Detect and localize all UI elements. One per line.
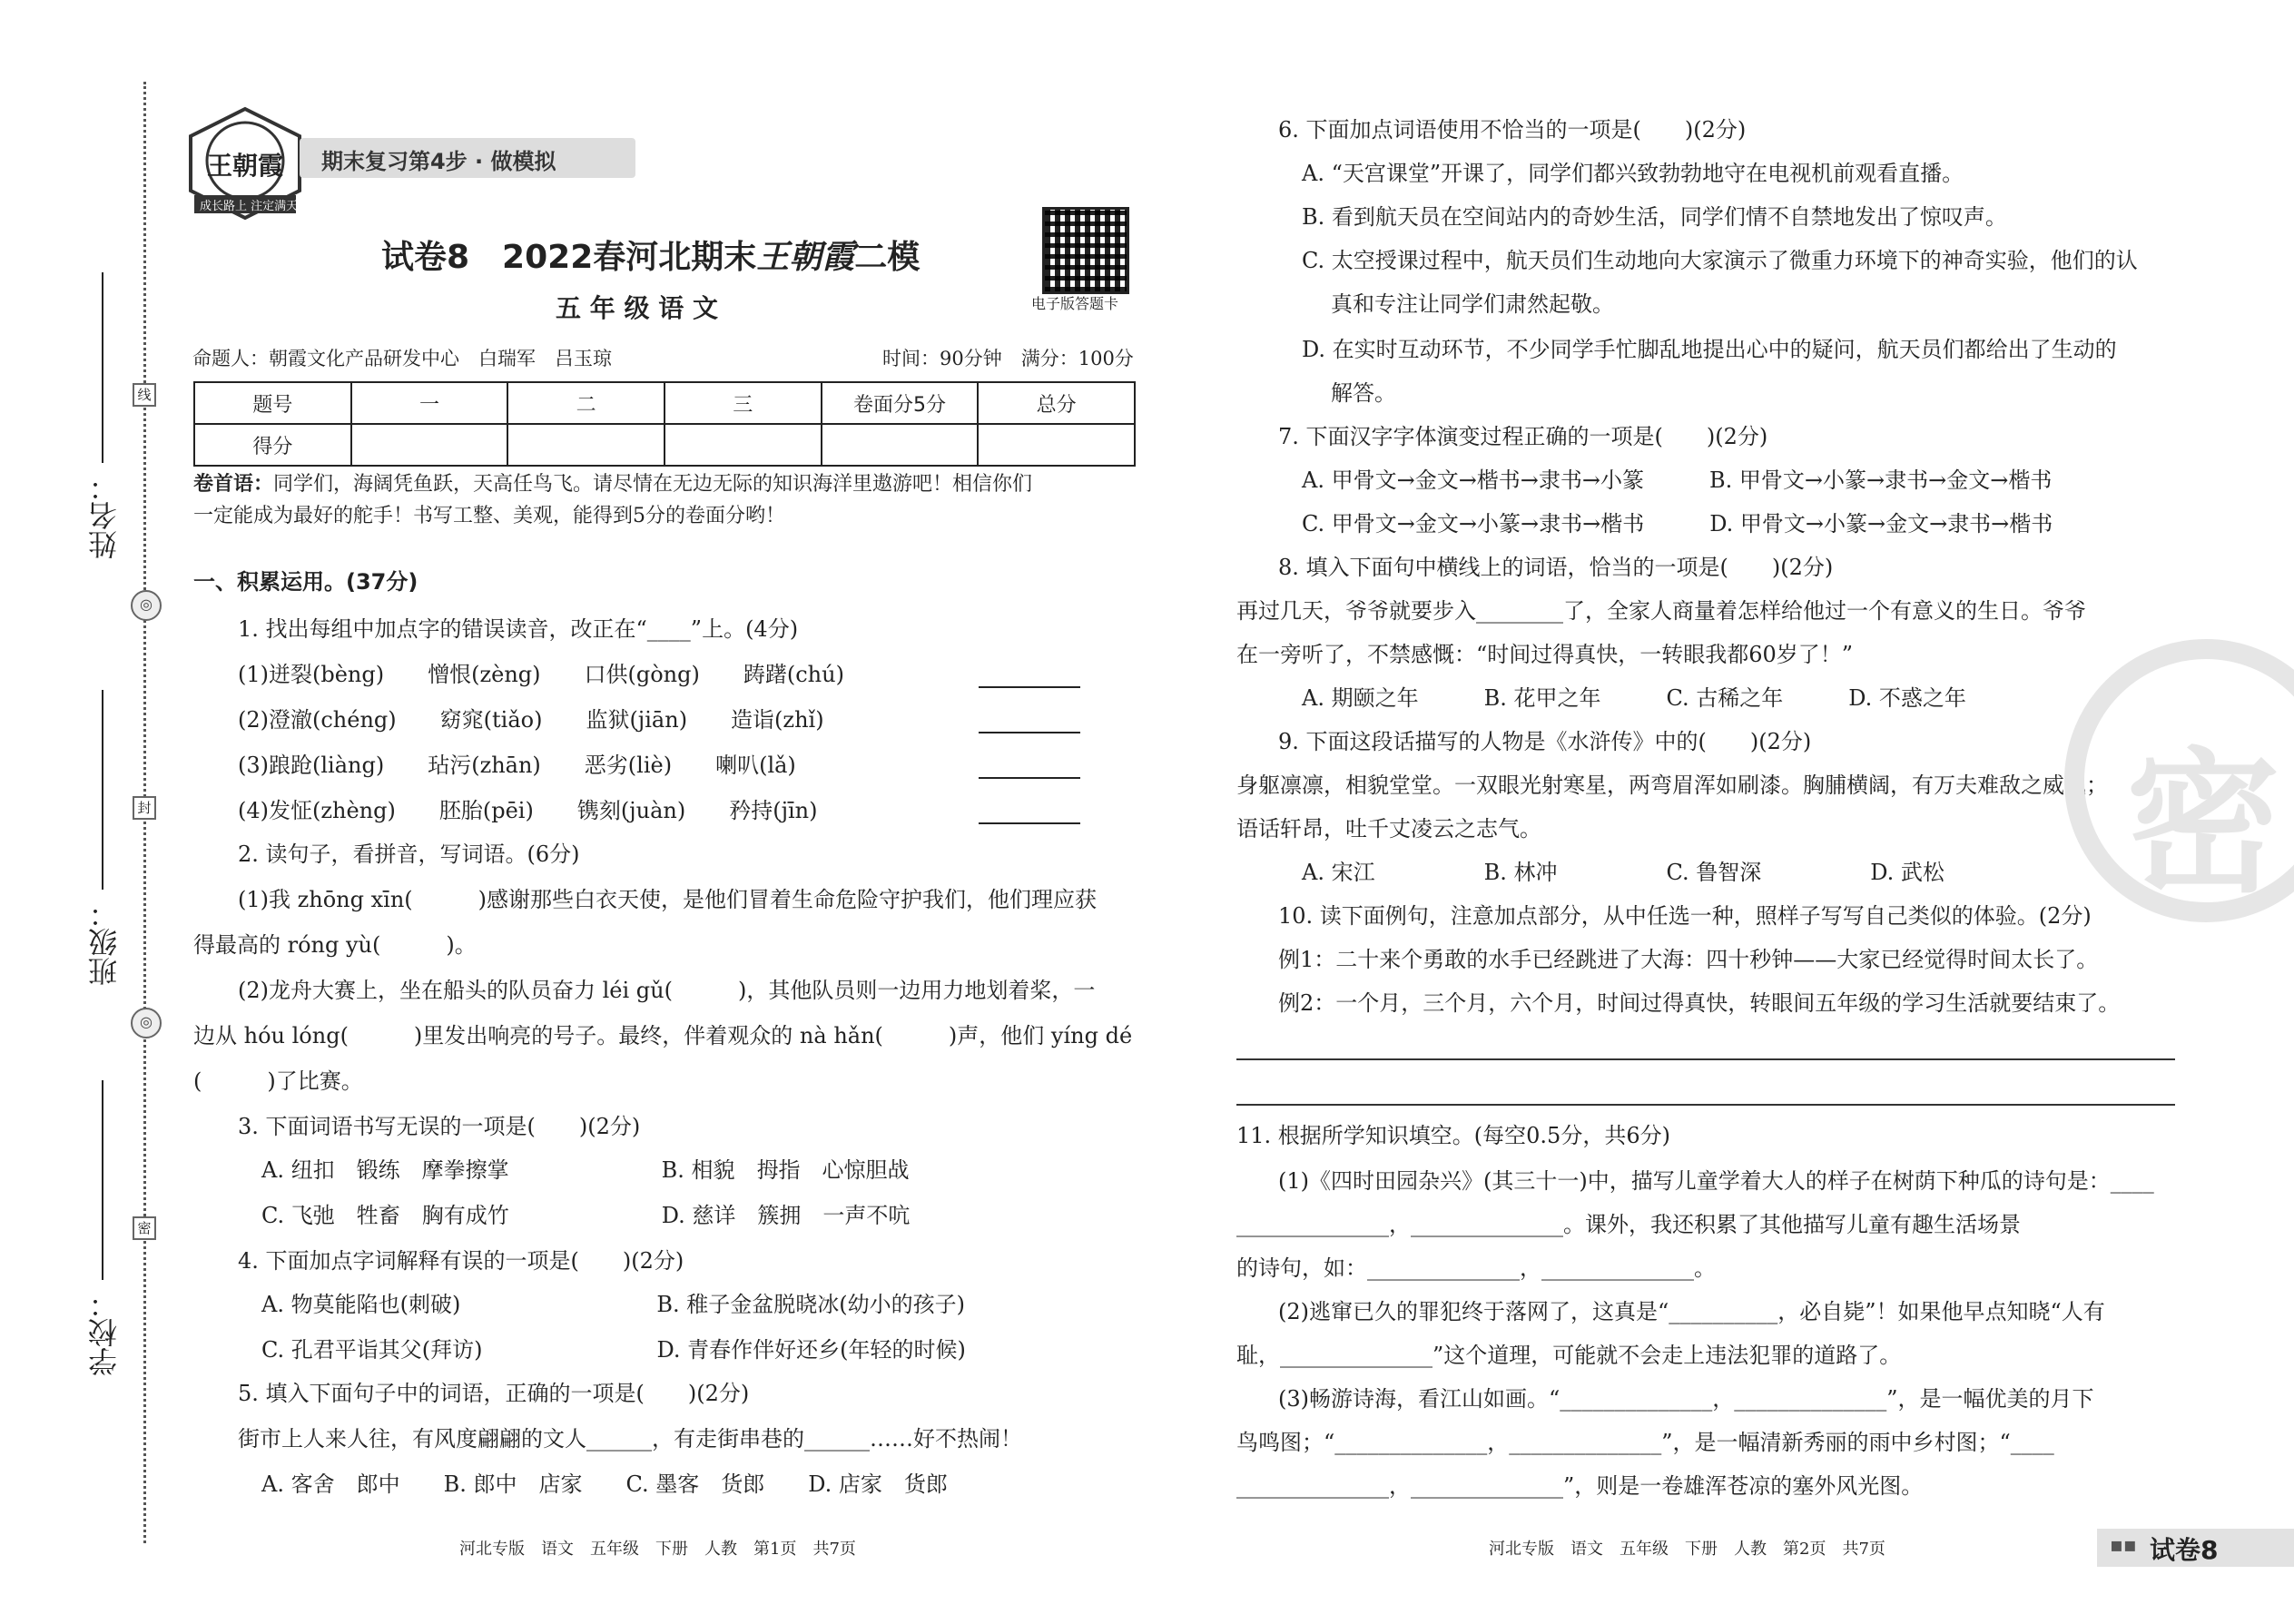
q2-line-4: 边从 hóu lóng( )里发出响亮的号子。最终，伴着观众的 nà hǎn( )声，他们 yíng dé: [193, 1023, 1133, 1048]
logo-name: 王朝霞: [207, 151, 284, 181]
banner-text: 期末复习第4步 · 做模拟: [321, 149, 556, 174]
q1-answer-2[interactable]: [979, 732, 1080, 733]
preface-line-1: [193, 470, 1032, 498]
q10-example-2: 例2：一个月，三个月，六个月，时间过得真快，转眼间五年级的学习生活就要结束了。: [1278, 990, 2121, 1016]
q8-sentence-1: 再过几天，爷爷就要步入________了，全家人商量着怎样给他过一个有意义的生日。爷爷: [1236, 598, 2086, 624]
logo-ribbon: 成长路上 注定满天: [200, 200, 299, 213]
class-line[interactable]: [102, 690, 103, 890]
q1-row-1: (1)迸裂(bèng) 憎恨(zèng) 口供(gòng) 踌躇(chú): [238, 662, 844, 687]
q6-option-d1: D. 在实时互动环节，不少同学手忙脚乱地提出心中的疑问，航天员们都给出了生动的: [1302, 337, 2117, 362]
q7-prompt: 7. 下面汉字字体演变过程正确的一项是( )(2分): [1278, 424, 1768, 449]
q2-line-2: 得最高的 róng yù( )。: [193, 932, 477, 958]
score-cell-total[interactable]: [978, 424, 1135, 466]
q4-options-ab: A. 物莫能陷也(刺破) B. 稚子金盆脱晓冰(幼小的孩子): [261, 1292, 965, 1317]
q4-prompt: 4. 下面加点字词解释有误的一项是( )(2分): [238, 1248, 684, 1274]
q4-options-cd: C. 孔君平诣其父(拜访) D. 青春作伴好还乡(年轻的时候): [261, 1337, 966, 1363]
q10-example-1: 例1：二十来个勇敢的水手已经跳进了大海：四十秒钟——大家已经觉得时间太长了。: [1278, 947, 2099, 972]
q6-option-c2: 真和专注让同学们肃然起敬。: [1331, 291, 1614, 317]
class-label: 班级：: [87, 899, 122, 986]
name-line[interactable]: [102, 272, 103, 463]
q6-option-c1: C. 太空授课过程中，航天员们生动地向大家演示了微重力环境下的神奇实验，他们的认: [1302, 248, 2138, 273]
footer-grid-icon: ▪▪: [2110, 1534, 2137, 1557]
q10-prompt: 10. 读下面例句，注意加点部分，从中任选一种，照样子写写自己类似的体验。(2分): [1278, 903, 2092, 929]
score-col-3: 三: [665, 382, 822, 424]
seal-box-feng: 封: [133, 796, 156, 820]
binding-circle-2: ◎: [131, 1008, 162, 1038]
q1-row-2: (2)澄澈(chéng) 窈窕(tiǎo) 监狱(jiān) 造诣(zhǐ): [238, 707, 824, 733]
preface-text-1: 同学们，海阔凭鱼跃，天高任鸟飞。请尽情在无边无际的知识海洋里遨游吧！相信你们: [273, 473, 1033, 496]
q9-prompt: 9. 下面这段话描写的人物是《水浒传》中的( )(2分): [1278, 729, 1812, 754]
q5-sentence: 街市上人来人往，有风度翩翩的文人______，有走街串巷的______……好不热闹！: [238, 1426, 1022, 1452]
q11-part3-line1: (3)畅游诗海，看江山如画。“______________，______________”，是一幅优美的月下: [1278, 1386, 2094, 1412]
score-col-2: 二: [507, 382, 665, 424]
score-col-1: 一: [351, 382, 508, 424]
q2-line-3: (2)龙舟大赛上，坐在船头的队员奋力 léi gǔ( )，其他队员则一边用力地划着桨，一: [238, 978, 1096, 1003]
q3-options-ab: A. 纽扣 锻练 摩拳擦掌 B. 相貌 拇指 心惊胆战: [261, 1157, 910, 1183]
watermark-char: 密: [2126, 733, 2281, 914]
watermark-seal: [2061, 635, 2294, 926]
q1-answer-1[interactable]: [979, 686, 1080, 688]
footer-right: 河北专版 语文 五年级 下册 人教 第2页 共7页: [1489, 1540, 1885, 1559]
q5-options: A. 客舍 郎中 B. 郎中 店家 C. 墨客 货郎 D. 店家 货郎: [261, 1471, 948, 1497]
q11-part3-line2: 鸟鸣图；“______________，______________”，是一幅清新秀丽的雨中乡村图；“____: [1236, 1430, 2054, 1455]
q1-answer-3[interactable]: [979, 777, 1080, 779]
q11-part3-line3: ______________，______________”，则是一卷雄浑苍凉的塞外风光图。: [1236, 1473, 1924, 1499]
score-col-neat: 卷面分5分: [822, 382, 979, 424]
preface-label: 卷首语：: [193, 472, 274, 496]
qr-code[interactable]: [1042, 207, 1129, 294]
seal-box-xian: 线: [133, 383, 156, 407]
q1-row-3: (3)踉跄(liàng) 玷污(zhān) 恶劣(liè) 喇叭(lǎ): [238, 753, 796, 778]
score-table: [193, 381, 1136, 467]
q9-options: A. 宋江 B. 林冲 C. 鲁智深 D. 武松: [1302, 860, 1944, 885]
q9-passage-2: 语话轩昂，吐千丈凌云之志气。: [1236, 816, 1541, 842]
section-banner: [300, 138, 635, 178]
q6-option-b: B. 看到航天员在空间站内的奇妙生活，同学们情不自禁地发出了惊叹声。: [1302, 204, 2007, 230]
footer-tag: 试卷8: [2150, 1535, 2219, 1565]
school-label: 学校：: [87, 1289, 122, 1376]
score-cell-3[interactable]: [665, 424, 822, 466]
q11-part1-line2: ______________，______________。课外，我还积累了其他描写儿童有趣生活场景: [1236, 1212, 2021, 1237]
time-score-line: 时间：90分钟 满分：100分: [882, 348, 1134, 369]
q7-options-ab: A. 甲骨文→金文→楷书→隶书→小篆 B. 甲骨文→小篆→隶书→金文→楷书: [1302, 468, 2053, 493]
score-table-score-row: [194, 424, 1135, 466]
score-cell-1[interactable]: [351, 424, 508, 466]
q11-part1-line3: 的诗句，如：______________，______________。: [1236, 1255, 1716, 1281]
q2-line-5: ( )了比赛。: [193, 1068, 363, 1094]
seal-box-mi: 密: [133, 1216, 156, 1240]
q11-prompt: 11. 根据所学知识填空。(每空0.5分，共6分): [1236, 1123, 1670, 1148]
q1-prompt: 1. 找出每组中加点字的错误读音，改正在“____”上。(4分): [238, 616, 799, 642]
score-col-total: 总分: [978, 382, 1135, 424]
title-brand: 王朝霞: [756, 238, 855, 276]
score-col-label: 题号: [194, 382, 351, 424]
q1-answer-4[interactable]: [979, 822, 1080, 824]
author-line: 命题人：朝霞文化产品研发中心 白瑞军 吕玉琼: [192, 348, 612, 369]
q8-options: A. 期颐之年 B. 花甲之年 C. 古稀之年 D. 不惑之年: [1302, 685, 1966, 711]
q10-answer-line-1[interactable]: [1236, 1058, 2175, 1060]
q2-line-1: (1)我 zhōng xīn( )感谢那些白衣天使，是他们冒着生命危险守护我们，他们理应获: [238, 887, 1098, 912]
brand-logo: [182, 104, 309, 222]
section-one-heading: 一、积累运用。(37分): [193, 569, 418, 595]
title-end: 二模: [854, 239, 921, 276]
score-cell-2[interactable]: [507, 424, 665, 466]
q6-prompt: 6. 下面加点词语使用不恰当的一项是( )(2分): [1278, 117, 1747, 143]
q3-options-cd: C. 飞弛 牲畜 胸有成竹 D. 慈详 簇拥 一声不吭: [261, 1203, 911, 1228]
name-label: 姓名：: [87, 472, 122, 559]
q2-prompt: 2. 读句子，看拼音，写词语。(6分): [238, 842, 580, 867]
q10-answer-line-2[interactable]: [1236, 1104, 2175, 1106]
preface-line-2: 一定能成为最好的舵手！书写工整、美观，能得到5分的卷面分哟！: [193, 505, 785, 527]
q5-prompt: 5. 填入下面句子中的词语，正确的一项是( )(2分): [238, 1381, 750, 1406]
score-cell-neat[interactable]: [822, 424, 979, 466]
q1-row-4: (4)发怔(zhèng) 胚胎(pēi) 镌刻(juàn) 矜持(jīn): [238, 798, 818, 823]
footer-left: 河北专版 语文 五年级 下册 人教 第1页 共7页: [459, 1540, 856, 1559]
page-title: [381, 231, 920, 278]
q11-part1-line1: (1)《四时田园杂兴》(其三十一)中，描写儿童学着大人的样子在树荫下种瓜的诗句是：____: [1278, 1168, 2154, 1194]
score-row-label: 得分: [194, 424, 351, 466]
binding-circle-1: ◎: [131, 590, 162, 621]
q3-prompt: 3. 下面词语书写无误的一项是( )(2分): [238, 1114, 641, 1139]
qr-caption: 电子版答题卡: [1031, 295, 1119, 312]
q8-sentence-2: 在一旁听了，不禁感慨：“时间过得真快，一转眼我都60岁了！”: [1236, 642, 1854, 667]
q11-part2-line2: 耻，______________”这个道理，可能就不会走上违法犯罪的道路了。: [1236, 1343, 1902, 1368]
q9-passage-1: 身躯凛凛，相貌堂堂。一双眼光射寒星，两弯眉浑如刷漆。胸脯横阔，有万夫难敌之威风；: [1236, 773, 2108, 798]
q11-part2-line1: (2)逃窜已久的罪犯终于落网了，这真是“__________，必自毙”！如果他早点知晓“人有: [1278, 1299, 2105, 1324]
q6-option-a: A. “天宫课堂”开课了，同学们都兴致勃勃地守在电视机前观看直播。: [1302, 161, 1964, 186]
q8-prompt: 8. 填入下面句中横线上的词语，恰当的一项是( )(2分): [1278, 555, 1834, 580]
title-main: 试卷8 2022春河北期末: [381, 239, 757, 276]
score-table-header-row: [194, 382, 1135, 424]
page-subtitle: 五 年 级 语 文: [556, 293, 718, 323]
school-line[interactable]: [102, 1080, 103, 1280]
q7-options-cd: C. 甲骨文→金文→小篆→隶书→楷书 D. 甲骨文→小篆→金文→隶书→楷书: [1302, 511, 2053, 536]
q6-option-d2: 解答。: [1331, 380, 1396, 406]
